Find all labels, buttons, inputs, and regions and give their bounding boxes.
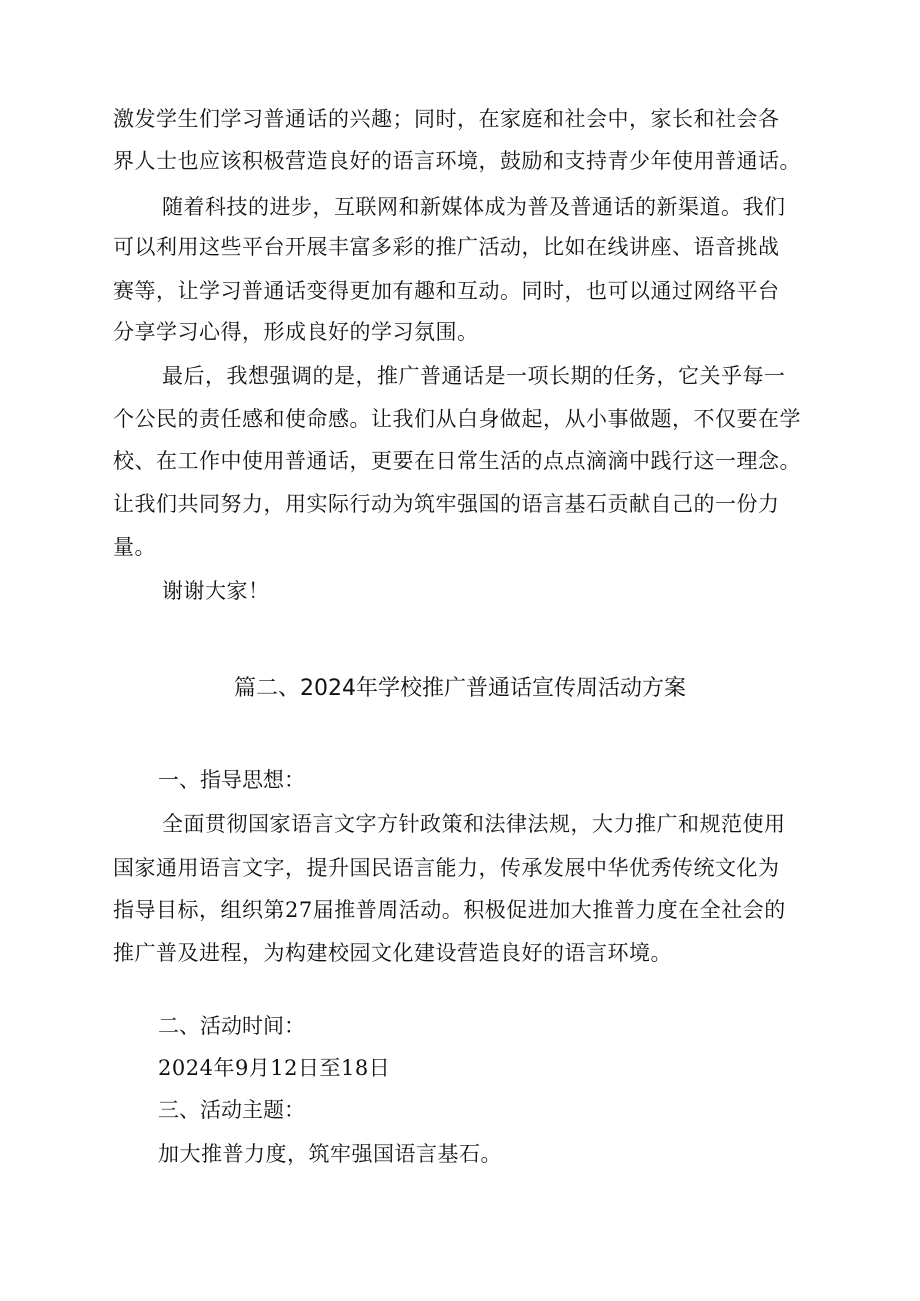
paragraph-line: 赛等，让学习普通话变得更加有趣和互动。同时，也可以通过网络平台 bbox=[113, 279, 780, 303]
paragraph-line: 校、在工作中使用普通话，更要在日常生活的点点滴滴中践行这一理念。 bbox=[113, 449, 801, 473]
paragraph-line: 指导目标，组织第27届推普周活动。积极促进加大推普力度在全社会的 bbox=[113, 898, 786, 922]
paragraph-line: 分享学习心得，形成良好的学习氛围。 bbox=[113, 320, 479, 344]
paragraph-line: 量。 bbox=[113, 535, 156, 559]
heading-activity-time: 二、活动时间： bbox=[158, 1014, 305, 1038]
paragraph-line: 让我们共同努力，用实际行动为筑牢强国的语言基石贡献自己的一份力 bbox=[113, 492, 780, 516]
heading-activity-theme: 三、活动主题： bbox=[158, 1098, 305, 1122]
heading-guiding-thought: 一、指导思想： bbox=[158, 768, 305, 792]
paragraph-line: 全面贯彻国家语言文字方针政策和法律法规，大力推广和规范使用 bbox=[162, 812, 786, 836]
paragraph-line: 个公民的责任感和使命感。让我们从白身做起，从小事做题，不仅要在学 bbox=[113, 407, 801, 431]
paragraph-line: 随着科技的进步，互联网和新媒体成为普及普通话的新渠道。我们 bbox=[162, 195, 786, 219]
closing-line: 谢谢大家！ bbox=[162, 579, 270, 603]
paragraph-line: 最后，我想强调的是，推广普通话是一项长期的任务，它关乎每一 bbox=[162, 364, 786, 388]
paragraph-line: 界人士也应该积极营造良好的语言环境，鼓励和支持青少年使用普通话。 bbox=[113, 149, 801, 173]
paragraph-line: 可以利用这些平台开展丰富多彩的推广活动，比如在线讲座、语音挑战 bbox=[113, 235, 780, 259]
activity-theme-value: 加大推普力度，筑牢强国语言基石。 bbox=[158, 1142, 502, 1166]
activity-time-value: 2024年9月12日至18日 bbox=[158, 1056, 391, 1080]
paragraph-line: 激发学生们学习普通话的兴趣；同时，在家庭和社会中，家长和社会各 bbox=[113, 107, 780, 131]
section-title: 篇二、2024年学校推广普通话宣传周活动方案 bbox=[234, 676, 686, 701]
paragraph-line: 国家通用语言文字，提升国民语言能力，传承发展中华优秀传统文化为 bbox=[113, 856, 780, 880]
paragraph-line: 推广普及进程，为构建校园文化建设营造良好的语言环境。 bbox=[113, 941, 672, 965]
